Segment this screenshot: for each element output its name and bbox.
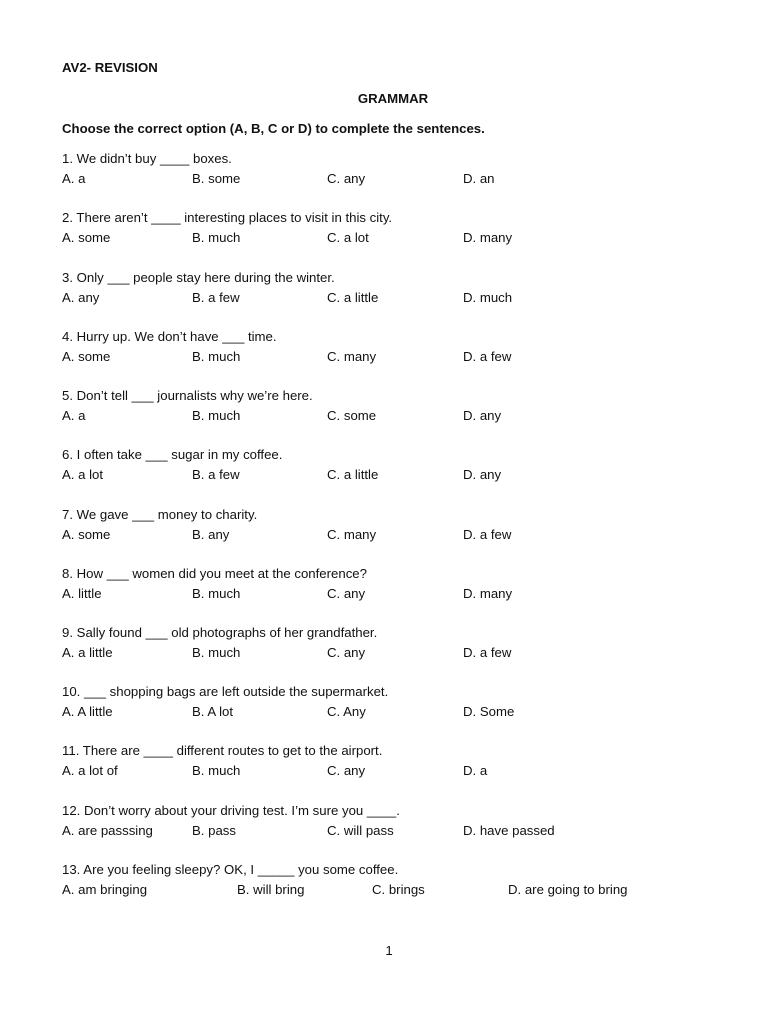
question-stem: 5. Don’t tell ___ journalists why we’re here. — [62, 388, 313, 403]
question-7 — [62, 505, 722, 545]
answer-options — [62, 347, 722, 367]
option-b: B. a few — [192, 290, 240, 305]
option-d: D. a few — [463, 527, 512, 542]
answer-options — [62, 406, 722, 426]
question-stem: 1. We didn’t buy ____ boxes. — [62, 151, 232, 166]
option-c: C. some — [327, 408, 377, 423]
option-d: D. many — [463, 586, 513, 601]
option-d: D. Some — [463, 704, 515, 719]
question-2 — [62, 208, 722, 248]
answer-options — [62, 821, 722, 841]
option-a: A. a lot of — [62, 763, 118, 778]
option-b: B. much — [192, 230, 241, 245]
option-a: A. any — [62, 290, 100, 305]
option-a: A. a — [62, 171, 86, 186]
option-c: C. any — [327, 645, 366, 660]
option-a: A. some — [62, 349, 111, 364]
question-12 — [62, 801, 722, 841]
option-d: D. a few — [463, 349, 512, 364]
question-stem: 8. How ___ women did you meet at the conference? — [62, 566, 367, 581]
option-c: C. any — [327, 763, 366, 778]
question-3 — [62, 268, 722, 308]
question-stem: 9. Sally found ___ old photographs of her grandfather. — [62, 625, 378, 640]
option-c: C. Any — [327, 704, 366, 719]
question-6 — [62, 445, 722, 485]
option-b: B. a few — [192, 467, 240, 482]
option-c: C. a little — [327, 290, 379, 305]
instructions: Choose the correct option (A, B, C or D) to complete the sentences. — [62, 121, 485, 136]
option-a: A. are passsing — [62, 823, 153, 838]
option-b: B. much — [192, 408, 241, 423]
option-a: A. a little — [62, 645, 113, 660]
question-10 — [62, 682, 722, 722]
option-d: D. any — [463, 408, 502, 423]
option-c: C. any — [327, 586, 366, 601]
option-c: C. a little — [327, 467, 379, 482]
question-stem: 11. There are ____ different routes to get to the airport. — [62, 743, 383, 758]
option-d: D. any — [463, 467, 502, 482]
question-stem: 3. Only ___ people stay here during the winter. — [62, 270, 335, 285]
answer-options — [62, 288, 722, 308]
option-d: D. a few — [463, 645, 512, 660]
option-b: B. much — [192, 645, 241, 660]
option-a: A. little — [62, 586, 102, 601]
option-b: B. much — [192, 349, 241, 364]
answer-options — [62, 761, 722, 781]
option-a: A. some — [62, 230, 111, 245]
option-a: A. a — [62, 408, 86, 423]
question-9 — [62, 623, 722, 663]
question-stem: 4. Hurry up. We don’t have ___ time. — [62, 329, 277, 344]
page-number: 1 — [385, 943, 393, 958]
document-title: AV2- REVISION — [62, 60, 158, 75]
option-b: B. some — [192, 171, 241, 186]
option-c: C. any — [327, 171, 366, 186]
option-b: B. pass — [192, 823, 236, 838]
section-heading: GRAMMAR — [357, 91, 429, 106]
question-stem: 13. Are you feeling sleepy? OK, I _____ you some coffee. — [62, 862, 399, 877]
option-c: C. many — [327, 349, 377, 364]
option-b: B. A lot — [192, 704, 234, 719]
answer-options — [62, 228, 722, 248]
option-c: C. brings — [372, 882, 425, 897]
answer-options — [62, 465, 722, 485]
option-d: D. an — [463, 171, 495, 186]
question-8 — [62, 564, 722, 604]
option-b: B. any — [192, 527, 230, 542]
option-c: C. a lot — [327, 230, 369, 245]
option-a: A. am bringing — [62, 882, 148, 897]
question-stem: 6. I often take ___ sugar in my coffee. — [62, 447, 283, 462]
option-d: D. are going to bring — [508, 882, 628, 897]
option-b: B. much — [192, 763, 241, 778]
option-d: D. much — [463, 290, 513, 305]
option-d: D. many — [463, 230, 513, 245]
question-stem: 10. ___ shopping bags are left outside the supermarket. — [62, 684, 389, 699]
option-c: C. many — [327, 527, 377, 542]
option-b: B. will bring — [237, 882, 305, 897]
question-13 — [62, 860, 722, 900]
option-b: B. much — [192, 586, 241, 601]
question-stem: 2. There aren’t ____ interesting places to visit in this city. — [62, 210, 393, 225]
answer-options — [62, 525, 722, 545]
answer-options — [62, 584, 722, 604]
question-stem: 7. We gave ___ money to charity. — [62, 507, 258, 522]
answer-options — [62, 643, 722, 663]
option-d: D. have passed — [463, 823, 555, 838]
option-d: D. a — [463, 763, 488, 778]
question-stem: 12. Don’t worry about your driving test. I’m sure you ____. — [62, 803, 400, 818]
option-c: C. will pass — [327, 823, 394, 838]
question-4 — [62, 327, 722, 367]
option-a: A. A little — [62, 704, 113, 719]
answer-options — [62, 169, 722, 189]
question-11 — [62, 741, 722, 781]
answer-options — [62, 880, 722, 900]
option-a: A. some — [62, 527, 111, 542]
question-1 — [62, 149, 722, 189]
option-a: A. a lot — [62, 467, 104, 482]
question-5 — [62, 386, 722, 426]
answer-options — [62, 702, 722, 722]
